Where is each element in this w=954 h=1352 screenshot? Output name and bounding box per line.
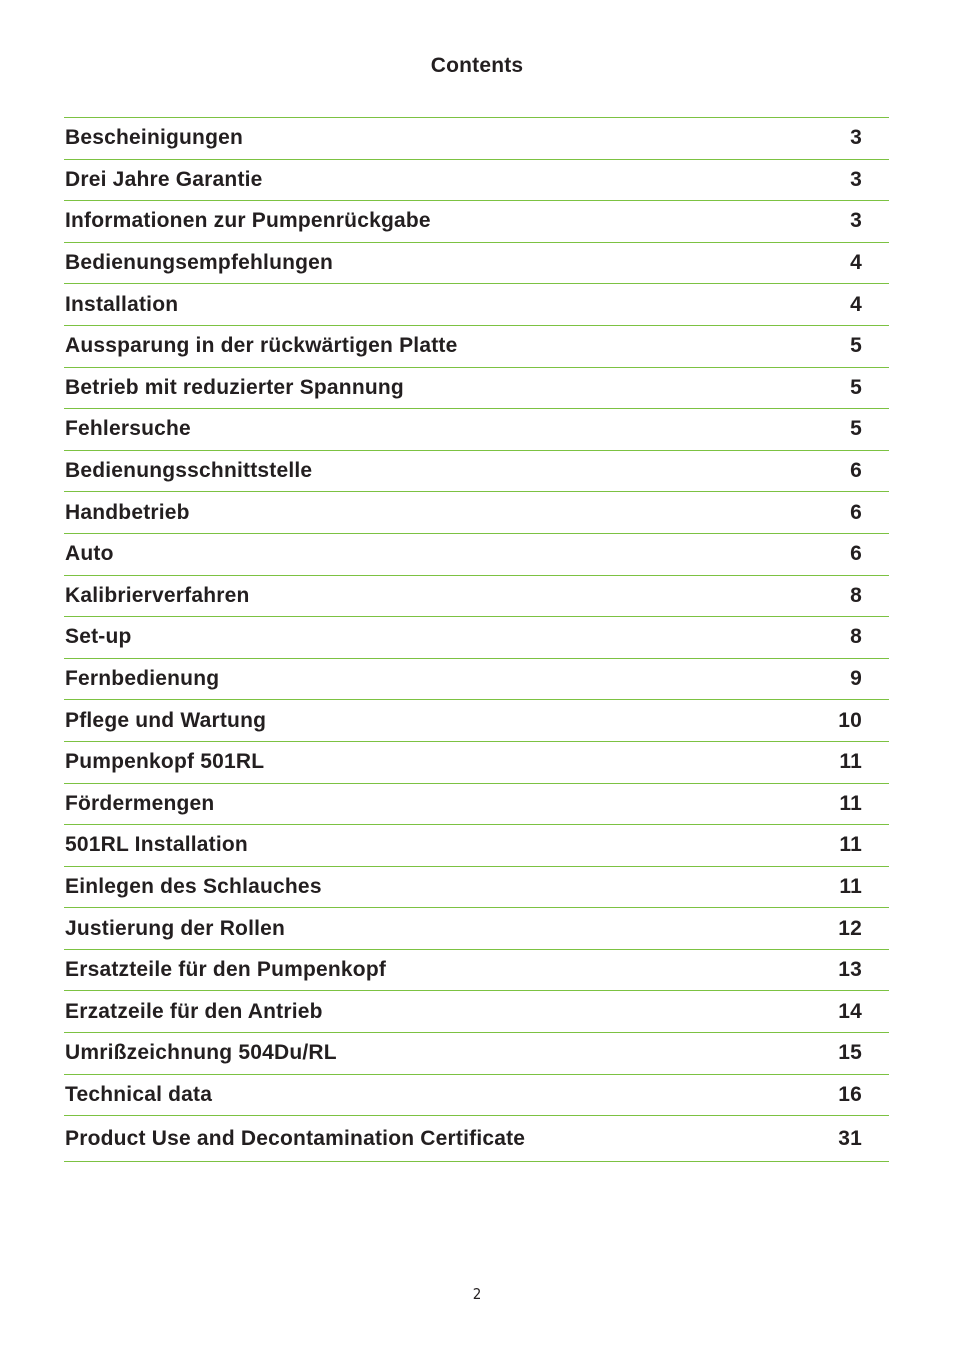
toc-entry-title: Justierung der Rollen bbox=[65, 916, 286, 940]
toc-entry[interactable] bbox=[64, 700, 889, 742]
toc-entry-title: Handbetrieb bbox=[65, 500, 190, 524]
page-title: Contents bbox=[430, 54, 524, 77]
toc-entry-title: Installation bbox=[65, 292, 179, 316]
toc-entry-title: Drei Jahre Garantie bbox=[65, 167, 263, 191]
toc-entry[interactable] bbox=[64, 492, 889, 534]
toc-entry[interactable] bbox=[64, 326, 889, 368]
toc-entry[interactable] bbox=[64, 534, 889, 576]
toc-entry-page: 6 bbox=[850, 500, 862, 524]
toc-entry[interactable] bbox=[64, 742, 889, 784]
toc-entry[interactable] bbox=[64, 825, 889, 867]
toc-entry[interactable] bbox=[64, 1116, 889, 1162]
toc-entry-title: Kalibrierverfahren bbox=[65, 583, 250, 607]
toc-entry[interactable] bbox=[64, 201, 889, 243]
toc-entry-page: 4 bbox=[850, 292, 862, 316]
toc-entry[interactable] bbox=[64, 867, 889, 909]
toc-entry-title: Auto bbox=[65, 542, 114, 566]
toc-entry-page: 9 bbox=[850, 667, 862, 691]
toc-entry[interactable] bbox=[64, 243, 889, 285]
toc-entry-title: Pumpenkopf 501RL bbox=[65, 750, 265, 774]
page-number: 2 bbox=[472, 1285, 482, 1303]
toc-entry[interactable] bbox=[64, 409, 889, 451]
toc-entry[interactable] bbox=[64, 118, 889, 160]
toc-entry-title: Product Use and Decontamination Certificate bbox=[65, 1126, 526, 1150]
toc-entry[interactable] bbox=[64, 617, 889, 659]
toc-entry-title: Set-up bbox=[65, 625, 132, 649]
toc-entry-title: Technical data bbox=[65, 1082, 213, 1106]
toc-entry-page: 5 bbox=[850, 417, 862, 441]
toc-entry-title: Bedienungsempfehlungen bbox=[65, 251, 334, 275]
toc-entry-title: Aussparung in der rückwärtigen Platte bbox=[65, 334, 458, 358]
toc-entry-page: 31 bbox=[838, 1126, 862, 1150]
toc-entry-title: Betrieb mit reduzierter Spannung bbox=[65, 375, 404, 399]
toc-entry[interactable] bbox=[64, 368, 889, 410]
toc-entry-page: 13 bbox=[838, 958, 862, 982]
toc-entry-page: 6 bbox=[850, 459, 862, 483]
toc-entry-page: 4 bbox=[850, 251, 862, 275]
toc-entry-page: 12 bbox=[838, 916, 862, 940]
toc-entry-title: Pflege und Wartung bbox=[65, 708, 267, 732]
toc-entry-page: 14 bbox=[838, 999, 862, 1023]
toc-entry[interactable] bbox=[64, 284, 889, 326]
toc-entry-title: Fernbedienung bbox=[65, 667, 220, 691]
toc-entry-page: 5 bbox=[850, 334, 862, 358]
toc-entry-page: 3 bbox=[850, 126, 862, 150]
toc-entry-page: 11 bbox=[839, 791, 862, 815]
toc-entry-page: 16 bbox=[838, 1082, 862, 1106]
toc-entry-page: 11 bbox=[839, 874, 862, 898]
toc-entry-title: Fehlersuche bbox=[65, 417, 191, 441]
toc-entry-title: Informationen zur Pumpenrückgabe bbox=[65, 209, 431, 233]
toc-entry-page: 5 bbox=[850, 375, 862, 399]
toc-entry[interactable] bbox=[64, 784, 889, 826]
toc-entry-page: 15 bbox=[838, 1041, 862, 1065]
toc-entry[interactable] bbox=[64, 1033, 889, 1075]
toc-entry-page: 3 bbox=[850, 167, 862, 191]
toc-entry[interactable] bbox=[64, 576, 889, 618]
toc-entry-title: Bedienungsschnittstelle bbox=[65, 459, 313, 483]
toc-entry-title: Erzatzeile für den Antrieb bbox=[65, 999, 323, 1023]
toc-entry-title: Umrißzeichnung 504Du/RL bbox=[65, 1041, 337, 1065]
toc-entry-title: Bescheinigungen bbox=[65, 126, 244, 150]
toc-entry-page: 11 bbox=[839, 833, 862, 857]
toc-entry[interactable] bbox=[64, 950, 889, 992]
table-of-contents bbox=[64, 117, 889, 1162]
toc-entry[interactable] bbox=[64, 659, 889, 701]
toc-entry[interactable] bbox=[64, 451, 889, 493]
toc-entry-title: 501RL Installation bbox=[65, 833, 248, 857]
toc-entry-page: 10 bbox=[838, 708, 862, 732]
toc-entry[interactable] bbox=[64, 1075, 889, 1117]
toc-entry-page: 8 bbox=[850, 625, 862, 649]
toc-entry[interactable] bbox=[64, 160, 889, 202]
toc-entry-page: 3 bbox=[850, 209, 862, 233]
toc-entry[interactable] bbox=[64, 908, 889, 950]
toc-entry-title: Ersatzteile für den Pumpenkopf bbox=[65, 958, 387, 982]
toc-entry[interactable] bbox=[64, 991, 889, 1033]
toc-entry-page: 6 bbox=[850, 542, 862, 566]
toc-entry-title: Fördermengen bbox=[65, 791, 215, 815]
toc-entry-page: 8 bbox=[850, 583, 862, 607]
toc-entry-page: 11 bbox=[839, 750, 862, 774]
toc-entry-title: Einlegen des Schlauches bbox=[65, 874, 322, 898]
